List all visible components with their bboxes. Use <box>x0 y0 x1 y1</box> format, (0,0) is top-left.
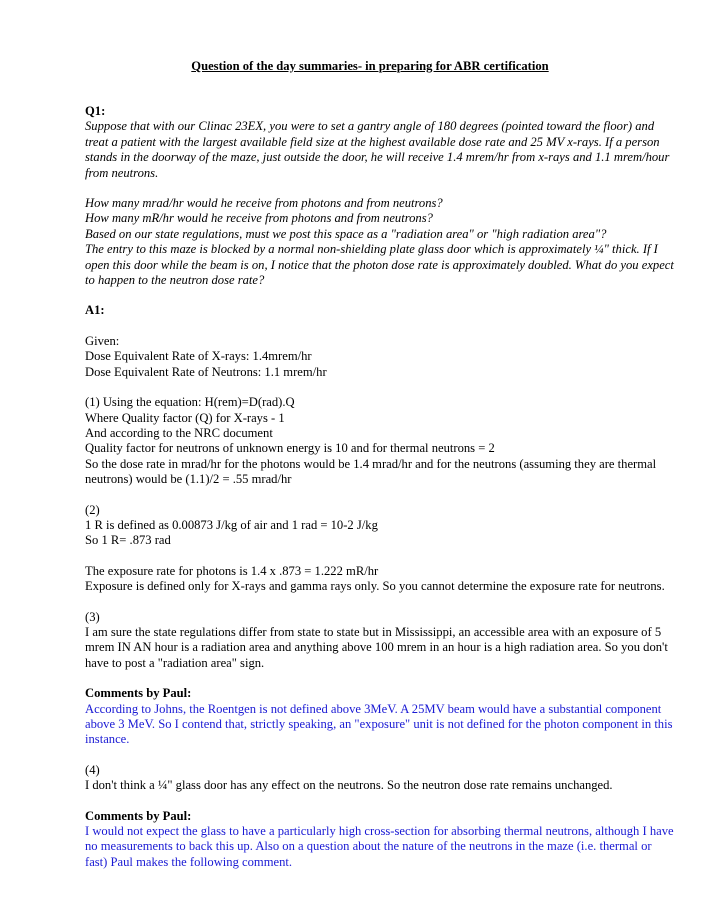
comment2-text: I would not expect the glass to have a particularly high cross-section for absorbing thermal neutrons, although I have no measurements to back this up. Also on a question about the nature of the neutrons in the maze (i.e. thermal or fast) Paul makes the following comment. <box>85 824 674 869</box>
part2-line: So 1 R= .873 rad <box>85 533 171 548</box>
part1-line: Where Quality factor (Q) for X-rays - 1 <box>85 410 285 425</box>
part3-line: I am sure the state regulations differ from state to state but in Mississippi, an accessible area with an exposure of 5 mrem IN AN hour is a radiation area and anything above 100 mrem in an hour is a high radiation area. So you don't have to post a "radiation area" sign. <box>85 624 668 670</box>
part1-line: (1) Using the equation: H(rem)=D(rad).Q <box>85 395 295 410</box>
part2b-line: The exposure rate for photons is 1.4 x .873 = 1.222 mR/hr <box>85 563 379 578</box>
part1-line: So the dose rate in mrad/hr for the photons would be 1.4 mrad/hr and for the neutrons (assuming they are thermal neutrons) would be (1.1)/2 = .55 mrad/hr <box>85 456 657 487</box>
q1-question: The entry to this maze is blocked by a normal non-shielding plate glass door which is approximately ¼" thick. If I open this door while the beam is on, I notice that the photon dose rate is approximately doubled. What do you expect to happen to the neutron dose rate? <box>85 242 674 288</box>
comment1-heading: Comments by Paul: <box>85 686 192 701</box>
part2b-line: Exposure is defined only for X-rays and gamma rays only. So you cannot determine the exposure rate for neutrons. <box>85 579 665 594</box>
document-title: Question of the day summaries- in preparing for ABR certification <box>191 59 549 73</box>
comment2-heading: Comments by Paul: <box>85 808 192 823</box>
q1-prompt: Suppose that with our Clinac 23EX, you were to set a gantry angle of 180 degrees (pointed toward the floor) and treat a patient with the largest available field size at the highest available dose rate and 25 MV x-rays. If a person stands in the doorway of the maze, just outside the door, he will receive 1.4 mrem/hr from x-rays and 1.1 mrem/hour from neutrons. <box>85 119 670 180</box>
part3-line: (3) <box>85 609 100 624</box>
q1-heading: Q1: <box>85 104 106 118</box>
part4-line: I don't think a ¼" glass door has any effect on the neutrons. So the neutron dose rate remains unchanged. <box>85 778 613 793</box>
part1-line: And according to the NRC document <box>85 425 273 440</box>
part1-line: Quality factor for neutrons of unknown energy is 10 and for thermal neutrons = 2 <box>85 441 495 456</box>
q1-question: How many mrad/hr would he receive from photons and from neutrons? <box>85 196 443 211</box>
part2-line: (2) <box>85 502 100 517</box>
given-line: Dose Equivalent Rate of X-rays: 1.4mrem/hr <box>85 349 312 364</box>
q1-question: How many mR/hr would he receive from photons and from neutrons? <box>85 211 433 226</box>
part2-line: 1 R is defined as 0.00873 J/kg of air and 1 rad = 10-2 J/kg <box>85 517 378 532</box>
comment1-text: According to Johns, the Roentgen is not defined above 3MeV. A 25MV beam would have a substantial component above 3 MeV. So I contend that, strictly speaking, an "exposure" unit is not defined for the photon component in this instance. <box>85 701 673 747</box>
q1-question: Based on our state regulations, must we post this space as a "radiation area" or "high radiation area"? <box>85 226 607 241</box>
a1-heading: A1: <box>85 303 105 318</box>
document-body <box>85 104 675 870</box>
given-line: Dose Equivalent Rate of Neutrons: 1.1 mrem/hr <box>85 364 327 379</box>
part4-line: (4) <box>85 762 100 777</box>
given-line: Given: <box>85 333 120 348</box>
